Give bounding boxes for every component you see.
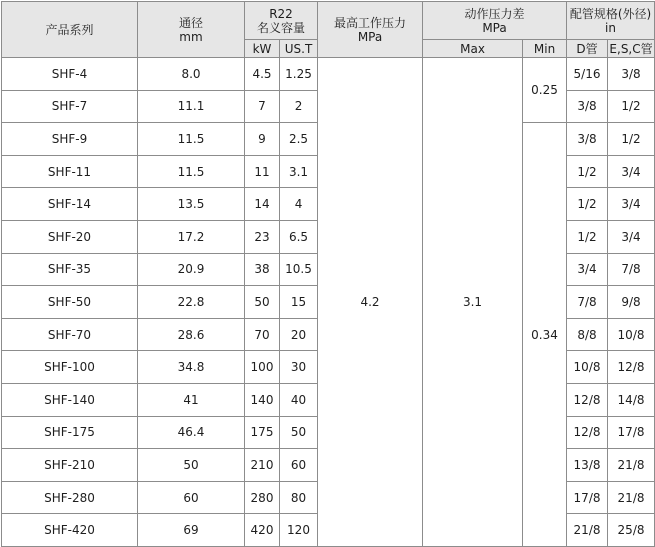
cell-min-b: 0.34 [523,123,567,547]
cell-kw: 100 [245,351,280,384]
cell-esc-pipe: 25/8 [608,514,655,547]
cell-series: SHF-20 [2,220,138,253]
cell-d-pipe: 5/16 [567,58,608,91]
header-min: Min [523,40,567,58]
cell-diameter: 11.5 [138,123,245,156]
table-row [2,58,655,91]
cell-esc-pipe: 9/8 [608,286,655,319]
cell-ust: 3.1 [280,155,318,188]
cell-series: SHF-9 [2,123,138,156]
cell-series: SHF-14 [2,188,138,221]
cell-d-pipe: 3/8 [567,123,608,156]
cell-d-pipe: 10/8 [567,351,608,384]
cell-esc-pipe: 1/2 [608,123,655,156]
cell-ust: 50 [280,416,318,449]
header-kw: kW [245,40,280,58]
cell-d-pipe: 17/8 [567,481,608,514]
spec-table [1,1,655,547]
cell-d-pipe: 1/2 [567,188,608,221]
header-series: 产品系列 [2,2,138,58]
cell-esc-pipe: 3/4 [608,220,655,253]
cell-esc-pipe: 21/8 [608,449,655,482]
cell-series: SHF-50 [2,286,138,319]
cell-esc-pipe: 3/4 [608,188,655,221]
cell-diameter: 17.2 [138,220,245,253]
cell-d-pipe: 13/8 [567,449,608,482]
cell-diameter: 69 [138,514,245,547]
cell-esc-pipe: 3/4 [608,155,655,188]
cell-kw: 280 [245,481,280,514]
cell-d-pipe: 1/2 [567,155,608,188]
cell-ust: 120 [280,514,318,547]
cell-kw: 50 [245,286,280,319]
cell-ust: 30 [280,351,318,384]
cell-diameter: 34.8 [138,351,245,384]
header-diff-pressure: 动作压力差 MPa [423,2,567,40]
cell-ust: 40 [280,383,318,416]
cell-ust: 60 [280,449,318,482]
cell-kw: 38 [245,253,280,286]
cell-kw: 140 [245,383,280,416]
cell-series: SHF-210 [2,449,138,482]
cell-diameter: 60 [138,481,245,514]
cell-ust: 2 [280,90,318,123]
header-max-pressure: 最高工作压力 MPa [318,2,423,58]
cell-diff-max: 3.1 [423,58,523,547]
cell-diameter: 22.8 [138,286,245,319]
header-max: Max [423,40,523,58]
cell-diameter: 50 [138,449,245,482]
cell-series: SHF-4 [2,58,138,91]
table-header [2,2,655,58]
table-body [2,58,655,547]
cell-esc-pipe: 21/8 [608,481,655,514]
header-esc-pipe: E,S,C管 [609,41,653,56]
cell-diameter: 46.4 [138,416,245,449]
cell-kw: 7 [245,90,280,123]
header-ust: US.T [280,40,318,58]
cell-kw: 23 [245,220,280,253]
cell-ust: 10.5 [280,253,318,286]
cell-esc-pipe: 14/8 [608,383,655,416]
cell-series: SHF-70 [2,318,138,351]
cell-ust: 15 [280,286,318,319]
cell-diameter: 11.1 [138,90,245,123]
cell-ust: 6.5 [280,220,318,253]
cell-d-pipe: 3/4 [567,253,608,286]
cell-esc-pipe: 7/8 [608,253,655,286]
cell-kw: 210 [245,449,280,482]
cell-max-pressure: 4.2 [318,58,423,547]
cell-series: SHF-280 [2,481,138,514]
cell-d-pipe: 7/8 [567,286,608,319]
cell-ust: 20 [280,318,318,351]
cell-kw: 14 [245,188,280,221]
cell-series: SHF-7 [2,90,138,123]
cell-series: SHF-140 [2,383,138,416]
cell-d-pipe: 3/8 [567,90,608,123]
cell-kw: 175 [245,416,280,449]
cell-diameter: 8.0 [138,58,245,91]
cell-d-pipe: 8/8 [567,318,608,351]
cell-d-pipe: 12/8 [567,383,608,416]
header-d-pipe: D管 [567,40,608,58]
cell-esc-pipe: 12/8 [608,351,655,384]
cell-series: SHF-11 [2,155,138,188]
cell-series: SHF-35 [2,253,138,286]
cell-kw: 70 [245,318,280,351]
cell-diameter: 28.6 [138,318,245,351]
cell-ust: 4 [280,188,318,221]
cell-kw: 11 [245,155,280,188]
cell-min-a: 0.25 [523,58,567,123]
cell-esc-pipe: 17/8 [608,416,655,449]
cell-diameter: 41 [138,383,245,416]
header-diameter: 通径 mm [138,2,245,58]
cell-diameter: 13.5 [138,188,245,221]
cell-esc-pipe: 10/8 [608,318,655,351]
cell-esc-pipe: 1/2 [608,90,655,123]
cell-diameter: 20.9 [138,253,245,286]
cell-series: SHF-100 [2,351,138,384]
cell-d-pipe: 1/2 [567,220,608,253]
cell-ust: 80 [280,481,318,514]
cell-kw: 420 [245,514,280,547]
cell-series: SHF-420 [2,514,138,547]
cell-esc-pipe: 3/8 [608,58,655,91]
cell-kw: 4.5 [245,58,280,91]
header-capacity: R22 名义容量 [245,2,318,40]
cell-d-pipe: 21/8 [567,514,608,547]
cell-diameter: 11.5 [138,155,245,188]
cell-series: SHF-175 [2,416,138,449]
cell-d-pipe: 12/8 [567,416,608,449]
header-pipe-spec: 配管规格(外径) in [567,2,655,40]
cell-ust: 2.5 [280,123,318,156]
cell-ust: 1.25 [280,58,318,91]
cell-kw: 9 [245,123,280,156]
